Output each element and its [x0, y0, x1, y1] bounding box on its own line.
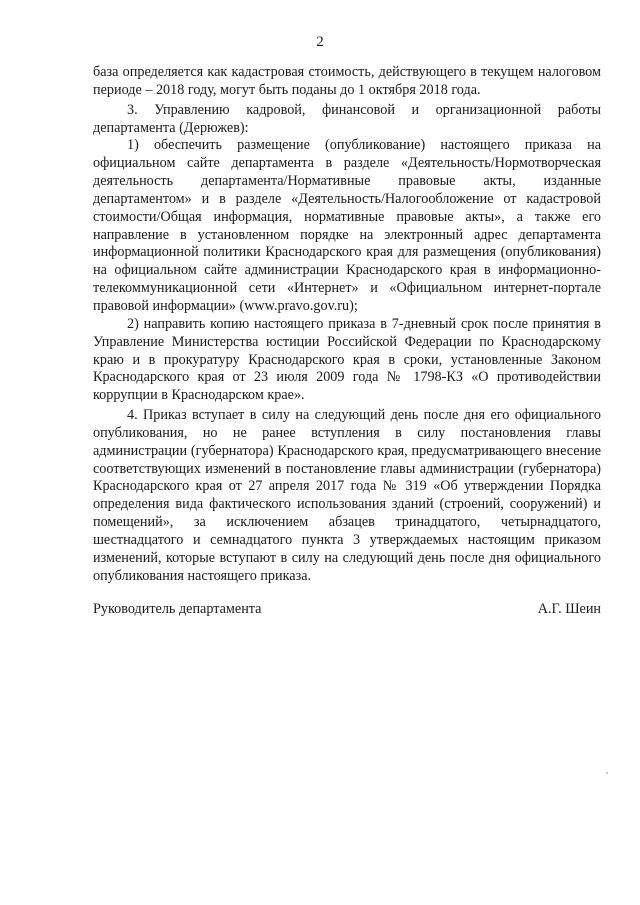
- paragraph-continuation: база определяется как кадастровая стоимость, действующего в текущем налоговом периоде – 2018 году, могут быть поданы до 1 октября 2018 года.: [93, 64, 601, 98]
- scan-speck: [606, 772, 608, 774]
- paragraph-subitem-1: 1) обеспечить размещение (опубликование) настоящего приказа на официальном сайте департамента в разделе «Деятельность/Нормотворческая деятельность департамента/Нормативные правовые акты, изданные департаментом» и в разделе «Деятельность/Налогообложение от кадастровой стоимости/Общая информация, нормативные правовые акты», а также его направление в установленном порядке на электронный адрес департамента информационной политики Краснодарского края для размещения (опубликования) на официальном сайте администрации Краснодарского края в информационно-телекоммуникационной сети «Интернет» и «Официальном интернет-портале правовой информации» (www.pravo.gov.ru);: [93, 137, 601, 314]
- paragraph-item-3: 3. Управлению кадровой, финансовой и организационной работы департамента (Дерюжев):: [93, 101, 601, 136]
- signatory-name: А.Г. Шеин: [537, 601, 601, 617]
- paragraph-subitem-2: 2) направить копию настоящего приказа в 7-дневный срок после принятия в Управление Министерства юстиции Российской Федерации по Краснодарскому краю и в прокуратуру Краснодарского края в сроки, установленные Законом Краснодарского края от 23 июля 2009 года № 1798-КЗ «О противодействии коррупции в Краснодарском крае».: [93, 315, 601, 404]
- signatory-position: Руководитель департамента: [93, 601, 262, 617]
- paragraph-item-4: 4. Приказ вступает в силу на следующий день после дня его официального опубликования, но не ранее вступления в силу постановления главы администрации (губернатора) Краснодарского края, предусматривающего внесение соответствующих изменений в постановление главы администрации (губернатора) Краснодарского края от 27 апреля 2017 года № 319 «Об утверждении Порядка определения вида фактического использования зданий (строений, сооружений) и помещений», за исключением абзацев тринадцатого, четырнадцатого, шестнадцатого и семнадцатого пункта 3 утверждаемых настоящим приказом изменений, которые вступают в силу на следующий день после дня официального опубликования настоящего приказа.: [93, 407, 601, 584]
- signature-block: [93, 600, 601, 620]
- page-number: 2: [316, 34, 324, 50]
- document-body: [93, 64, 601, 585]
